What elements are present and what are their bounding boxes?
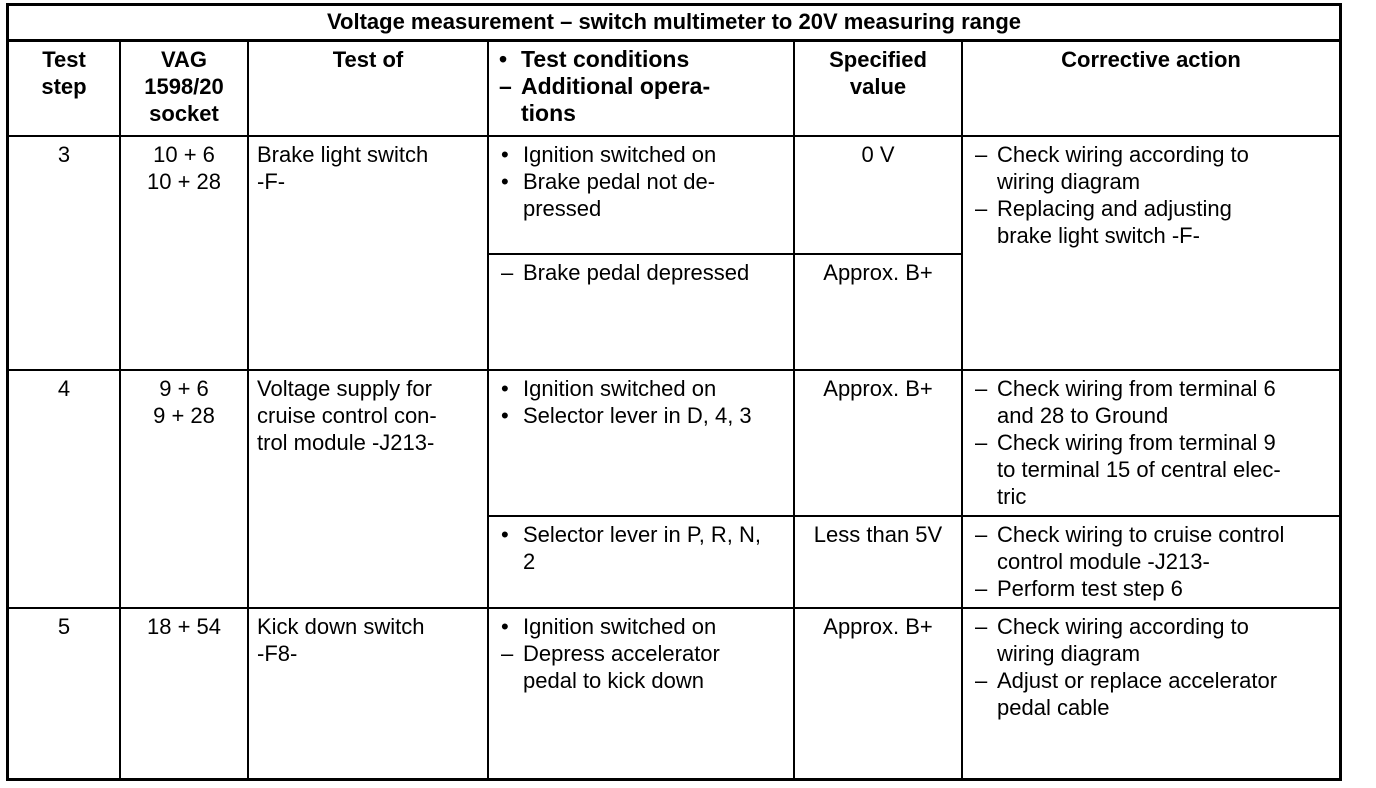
list-item: • Selector lever in D, 4, 3 — [501, 403, 752, 428]
cell-specified-value: Approx. B+ — [794, 370, 962, 516]
header-specified-value: Specified value — [794, 42, 962, 136]
list-item: • Selector lever in P, R, N, 2 — [501, 522, 762, 574]
cell-corrective-action — [962, 136, 1339, 370]
table-title: Voltage measurement – switch multimeter to 20V measuring range — [9, 6, 1339, 42]
list-item: – Adjust or replace accelerator pedal cable — [975, 668, 1278, 720]
list-item: • Ignition switched on — [501, 376, 717, 401]
list-item: • Ignition switched on — [501, 142, 717, 167]
cell-step: 3 — [9, 136, 120, 370]
header-corrective-action: Corrective action — [962, 42, 1339, 136]
cell-corrective-action — [962, 608, 1339, 778]
cell-step: 5 — [9, 608, 120, 778]
cell-corrective-action — [962, 516, 1339, 608]
cell-test-of: Brake light switch -F- — [248, 136, 488, 370]
cell-conditions — [488, 254, 794, 370]
cell-specified-value: Approx. B+ — [794, 254, 962, 370]
cell-conditions — [488, 608, 794, 778]
cell-corrective-action — [962, 370, 1339, 516]
cell-specified-value: 0 V — [794, 136, 962, 254]
cell-conditions — [488, 516, 794, 608]
header-test-step: Test step — [9, 42, 120, 136]
cell-socket: 18 + 54 — [120, 608, 248, 778]
header-test-of: Test of — [248, 42, 488, 136]
cell-conditions — [488, 370, 794, 516]
list-item: – Check wiring according to wiring diagram — [975, 614, 1249, 666]
list-item: – Brake pedal depressed — [501, 260, 750, 285]
list-item: – Perform test step 6 — [975, 576, 1183, 601]
table-row-step-5 — [9, 608, 1339, 778]
header-row — [9, 42, 1339, 136]
table-row-step-3a — [9, 136, 1339, 254]
list-item: – Depress accelerator pedal to kick down — [501, 641, 720, 693]
list-item: – Check wiring according to wiring diagram — [975, 142, 1249, 194]
cell-specified-value: Less than 5V — [794, 516, 962, 608]
header-conditions: • Test conditions – Additional opera- tions — [488, 42, 794, 136]
cell-conditions — [488, 136, 794, 254]
cell-socket: 10 + 6 10 + 28 — [120, 136, 248, 370]
list-item: – Check wiring from terminal 6 and 28 to Ground — [975, 376, 1276, 428]
cell-socket: 9 + 6 9 + 28 — [120, 370, 248, 608]
cell-test-of: Kick down switch -F8- — [248, 608, 488, 778]
header-socket: VAG 1598/20 socket — [120, 42, 248, 136]
cell-step: 4 — [9, 370, 120, 608]
table-row-step-4a — [9, 370, 1339, 516]
list-item: – Check wiring from terminal 9 to terminal 15 of central elec- tric — [975, 430, 1281, 509]
list-item: – Check wiring to cruise control control module -J213- — [975, 522, 1285, 574]
procedure-table-sheet — [6, 3, 1342, 781]
cell-specified-value: Approx. B+ — [794, 608, 962, 778]
list-item: – Replacing and adjusting brake light switch -F- — [975, 196, 1232, 248]
list-item: • Brake pedal not de- pressed — [501, 169, 716, 221]
list-item: • Ignition switched on — [501, 614, 717, 639]
cell-test-of: Voltage supply for cruise control con- trol module -J213- — [248, 370, 488, 608]
test-table — [9, 42, 1339, 778]
